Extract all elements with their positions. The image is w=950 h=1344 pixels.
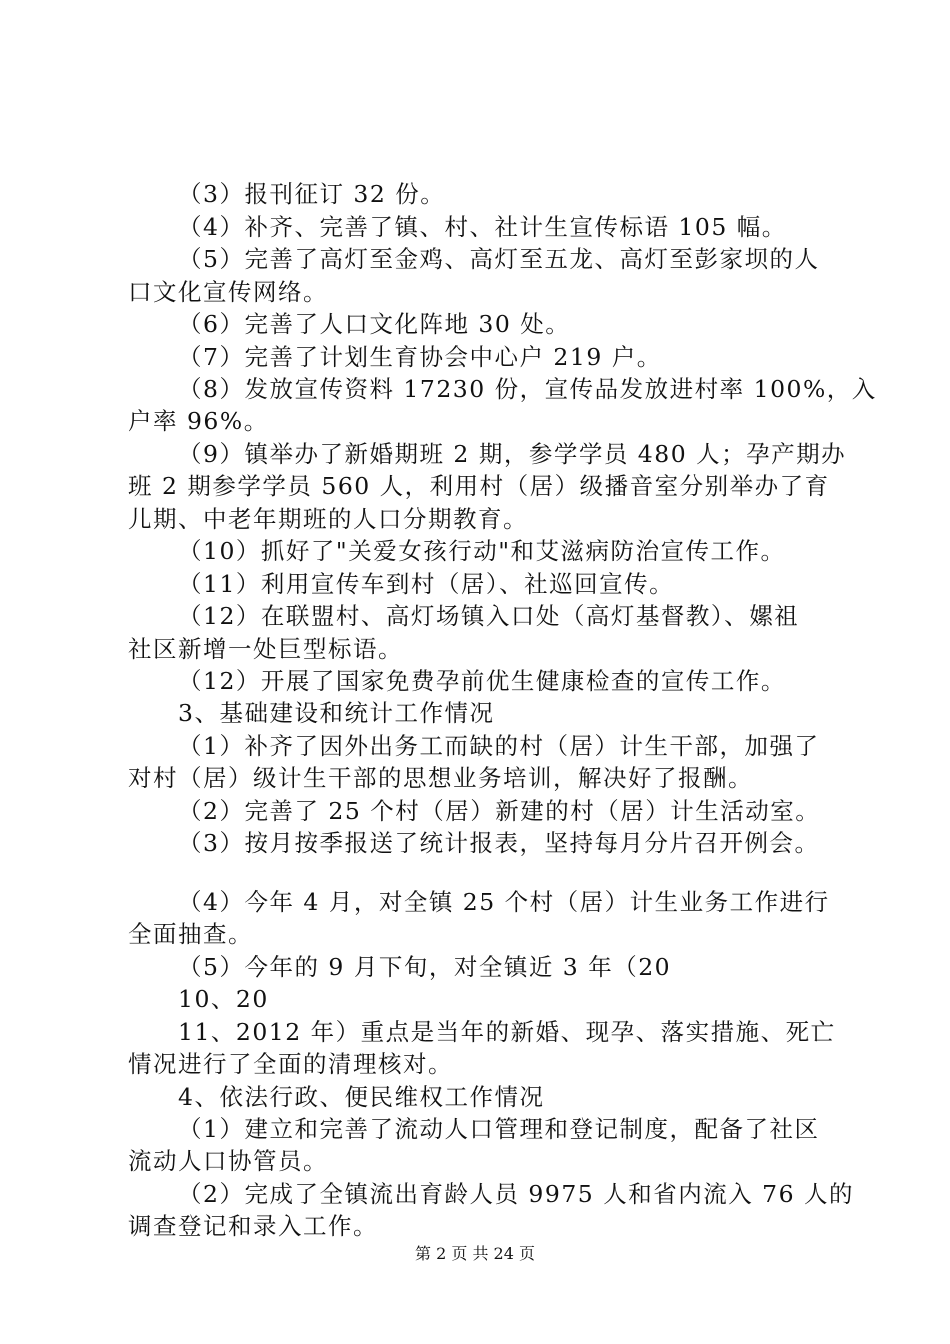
text-line: （5）完善了高灯至金鸡、高灯至五龙、高灯至彭家坝的人 (178, 245, 820, 273)
text-line: 10、20 (178, 985, 269, 1013)
section-heading: 4、依法行政、便民维权工作情况 (178, 1083, 545, 1111)
text-line: （4）补齐、完善了镇、村、社计生宣传标语 105 幅。 (178, 213, 787, 241)
text-line: 全面抽查。 (128, 920, 253, 948)
page-footer: 第 2 页 共 24 页 (415, 1244, 535, 1263)
text-line: （2）完成了全镇流出育龄人员 9975 人和省内流入 76 人的 (178, 1180, 855, 1208)
text-line: 11、2012 年）重点是当年的新婚、现孕、落实措施、死亡 (178, 1018, 836, 1046)
text-line: 口文化宣传网络。 (128, 278, 328, 306)
text-line: （12）开展了国家免费孕前优生健康检查的宣传工作。 (178, 667, 786, 695)
section-heading: 3、基础建设和统计工作情况 (178, 699, 495, 727)
text-line: 班 2 期参学学员 560 人，利用村（居）级播音室分别举办了育 (128, 472, 830, 500)
text-line: （11）利用宣传车到村（居）、社巡回宣传。 (178, 570, 675, 598)
text-line: 社区新增一处巨型标语。 (128, 635, 403, 663)
text-line: 情况进行了全面的清理核对。 (128, 1050, 453, 1078)
text-line: （3）报刊征订 32 份。 (178, 180, 446, 208)
text-line: （8）发放宣传资料 17230 份，宣传品发放进村率 100%，入 (178, 375, 877, 403)
text-line: 对村（居）级计生干部的思想业务培训，解决好了报酬。 (128, 764, 753, 792)
text-line: （10）抓好了"关爱女孩行动"和艾滋病防治宣传工作。 (178, 537, 786, 565)
text-line: 儿期、中老年期班的人口分期教育。 (128, 505, 528, 533)
text-line: （4）今年 4 月，对全镇 25 个村（居）计生业务工作进行 (178, 888, 830, 916)
text-line: （3）按月按季报送了统计报表，坚持每月分片召开例会。 (178, 829, 820, 857)
text-line: 调查登记和录入工作。 (128, 1212, 378, 1240)
text-line: （1）建立和完善了流动人口管理和登记制度，配备了社区 (178, 1115, 820, 1143)
text-line: （5）今年的 9 月下旬，对全镇近 3 年（20 (178, 953, 672, 981)
text-line: （9）镇举办了新婚期班 2 期，参学学员 480 人；孕产期办 (178, 440, 847, 468)
text-line: （6）完善了人口文化阵地 30 处。 (178, 310, 571, 338)
text-line: 流动人口协管员。 (128, 1147, 328, 1175)
text-line: （7）完善了计划生育协会中心户 219 户。 (178, 343, 662, 371)
text-line: （12）在联盟村、高灯场镇入口处（高灯基督教）、嫘祖 (178, 602, 800, 630)
text-line: （2）完善了 25 个村（居）新建的村（居）计生活动室。 (178, 797, 821, 825)
text-line: 户率 96%。 (128, 407, 269, 435)
text-line: （1）补齐了因外出务工而缺的村（居）计生干部，加强了 (178, 732, 820, 760)
